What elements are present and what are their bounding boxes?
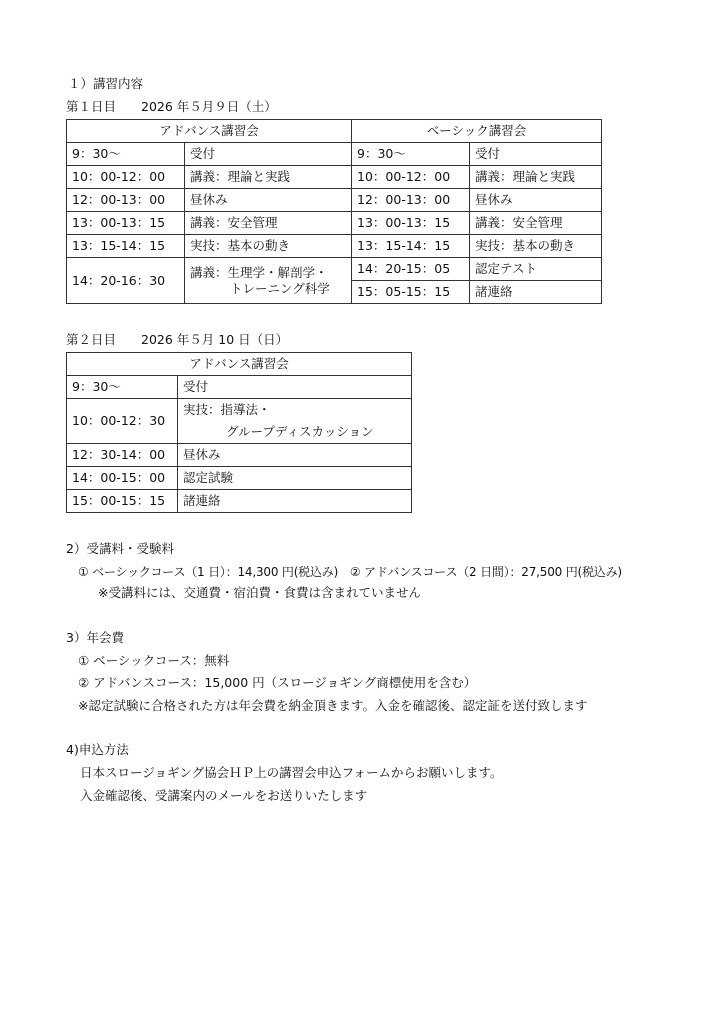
advance-time: 9：30〜	[67, 143, 185, 166]
basic-time: 13：15-14：15	[352, 235, 470, 258]
basic-content: 認定テスト	[470, 258, 602, 281]
basic-time: 15：05-15：15	[352, 281, 470, 304]
section3-heading: 3）年会費	[66, 630, 124, 645]
membership-note: ※認定試験に合格された方は年会費を納金頂きます。入金を確認後、認定証を送付致します	[78, 698, 588, 713]
basic-content: 昼休み	[470, 189, 602, 212]
advance-time: 13：00-13：15	[67, 212, 185, 235]
section4-heading: 4)申込方法	[66, 742, 129, 757]
table-row	[67, 399, 412, 444]
advance-time: 9：30〜	[67, 376, 178, 399]
content-line: グループディスカッション	[226, 424, 374, 439]
basic-content: 実技：基本の動き	[470, 235, 602, 258]
advance-time: 12：00-13：00	[67, 189, 185, 212]
advance-content: 講義：理論と実践	[185, 166, 352, 189]
day1-schedule-table	[66, 119, 602, 304]
section1-heading: １）講習内容	[68, 76, 144, 91]
advance-content: 認定試験	[178, 467, 412, 490]
advance-time: 13：15-14：15	[67, 235, 185, 258]
day2-schedule-table	[66, 352, 412, 513]
content-line: トレーニング科学	[230, 280, 330, 296]
basic-time: 9：30〜	[352, 143, 470, 166]
basic-time: 10：00-12：00	[352, 166, 470, 189]
day1-title: 第１日目 2026 年５月９日（土）	[66, 99, 277, 114]
application-line1: 日本スロージョギング協会ＨＰ上の講習会申込フォームからお願いします。	[80, 765, 503, 780]
advance-time: 14：00-15：00	[67, 467, 178, 490]
advance-content: 昼休み	[185, 189, 352, 212]
basic-content: 諸連絡	[470, 281, 602, 304]
section2-heading: 2）受講料・受験料	[66, 541, 174, 556]
table-row	[67, 143, 602, 166]
basic-content: 受付	[470, 143, 602, 166]
content-line: 講義：生理学・解剖学・	[190, 264, 328, 280]
advance-content: 昼休み	[178, 444, 412, 467]
advance-content: 講義：安全管理	[185, 212, 352, 235]
table-row	[67, 444, 412, 467]
application-line2: 入金確認後、受講案内のメールをお送りいたします	[80, 788, 368, 803]
table-row	[67, 376, 412, 399]
table-row	[67, 235, 602, 258]
basic-time: 12：00-13：00	[352, 189, 470, 212]
basic-content: 講義：安全管理	[470, 212, 602, 235]
membership-advance: ② アドバンスコース：15,000 円（スロージョギング商標使用を含む）	[78, 675, 477, 690]
advance-time: 14：20-16：30	[67, 258, 185, 304]
advance-time: 12：30-14：00	[67, 444, 178, 467]
table-row	[67, 258, 602, 281]
table-row	[67, 212, 602, 235]
fee-note: ※受講料には、交通費・宿泊費・食費は含まれていません	[98, 585, 421, 600]
basic-time: 14：20-15：05	[352, 258, 470, 281]
advance-content: 受付	[178, 376, 412, 399]
advance-time: 15：00-15：15	[67, 490, 178, 513]
advance-time: 10：00-12：00	[67, 166, 185, 189]
membership-basic: ① ベーシックコース：無料	[78, 653, 230, 668]
table-row	[67, 467, 412, 490]
advance-header: アドバンス講習会	[67, 353, 412, 376]
advance-time: 10：00-12：30	[67, 399, 178, 444]
table-row	[67, 189, 602, 212]
basic-header: ベーシック講習会	[352, 120, 602, 143]
content-line: 実技：指導法・	[183, 402, 271, 417]
fee-line: ① ベーシックコース（1 日）：14,300 円(税込み) ② アドバンスコース（2 日間）：27,500 円(税込み)	[78, 565, 622, 579]
basic-content: 講義：理論と実践	[470, 166, 602, 189]
table-row	[67, 490, 412, 513]
day2-title: 第２日目 2026 年５月 10 日（日）	[66, 332, 289, 347]
basic-time: 13：00-13：15	[352, 212, 470, 235]
advance-content: 受付	[185, 143, 352, 166]
advance-content: 実技：基本の動き	[185, 235, 352, 258]
advance-content	[178, 399, 412, 444]
advance-header: アドバンス講習会	[67, 120, 352, 143]
table-row	[67, 166, 602, 189]
advance-content	[185, 258, 352, 304]
advance-content: 諸連絡	[178, 490, 412, 513]
